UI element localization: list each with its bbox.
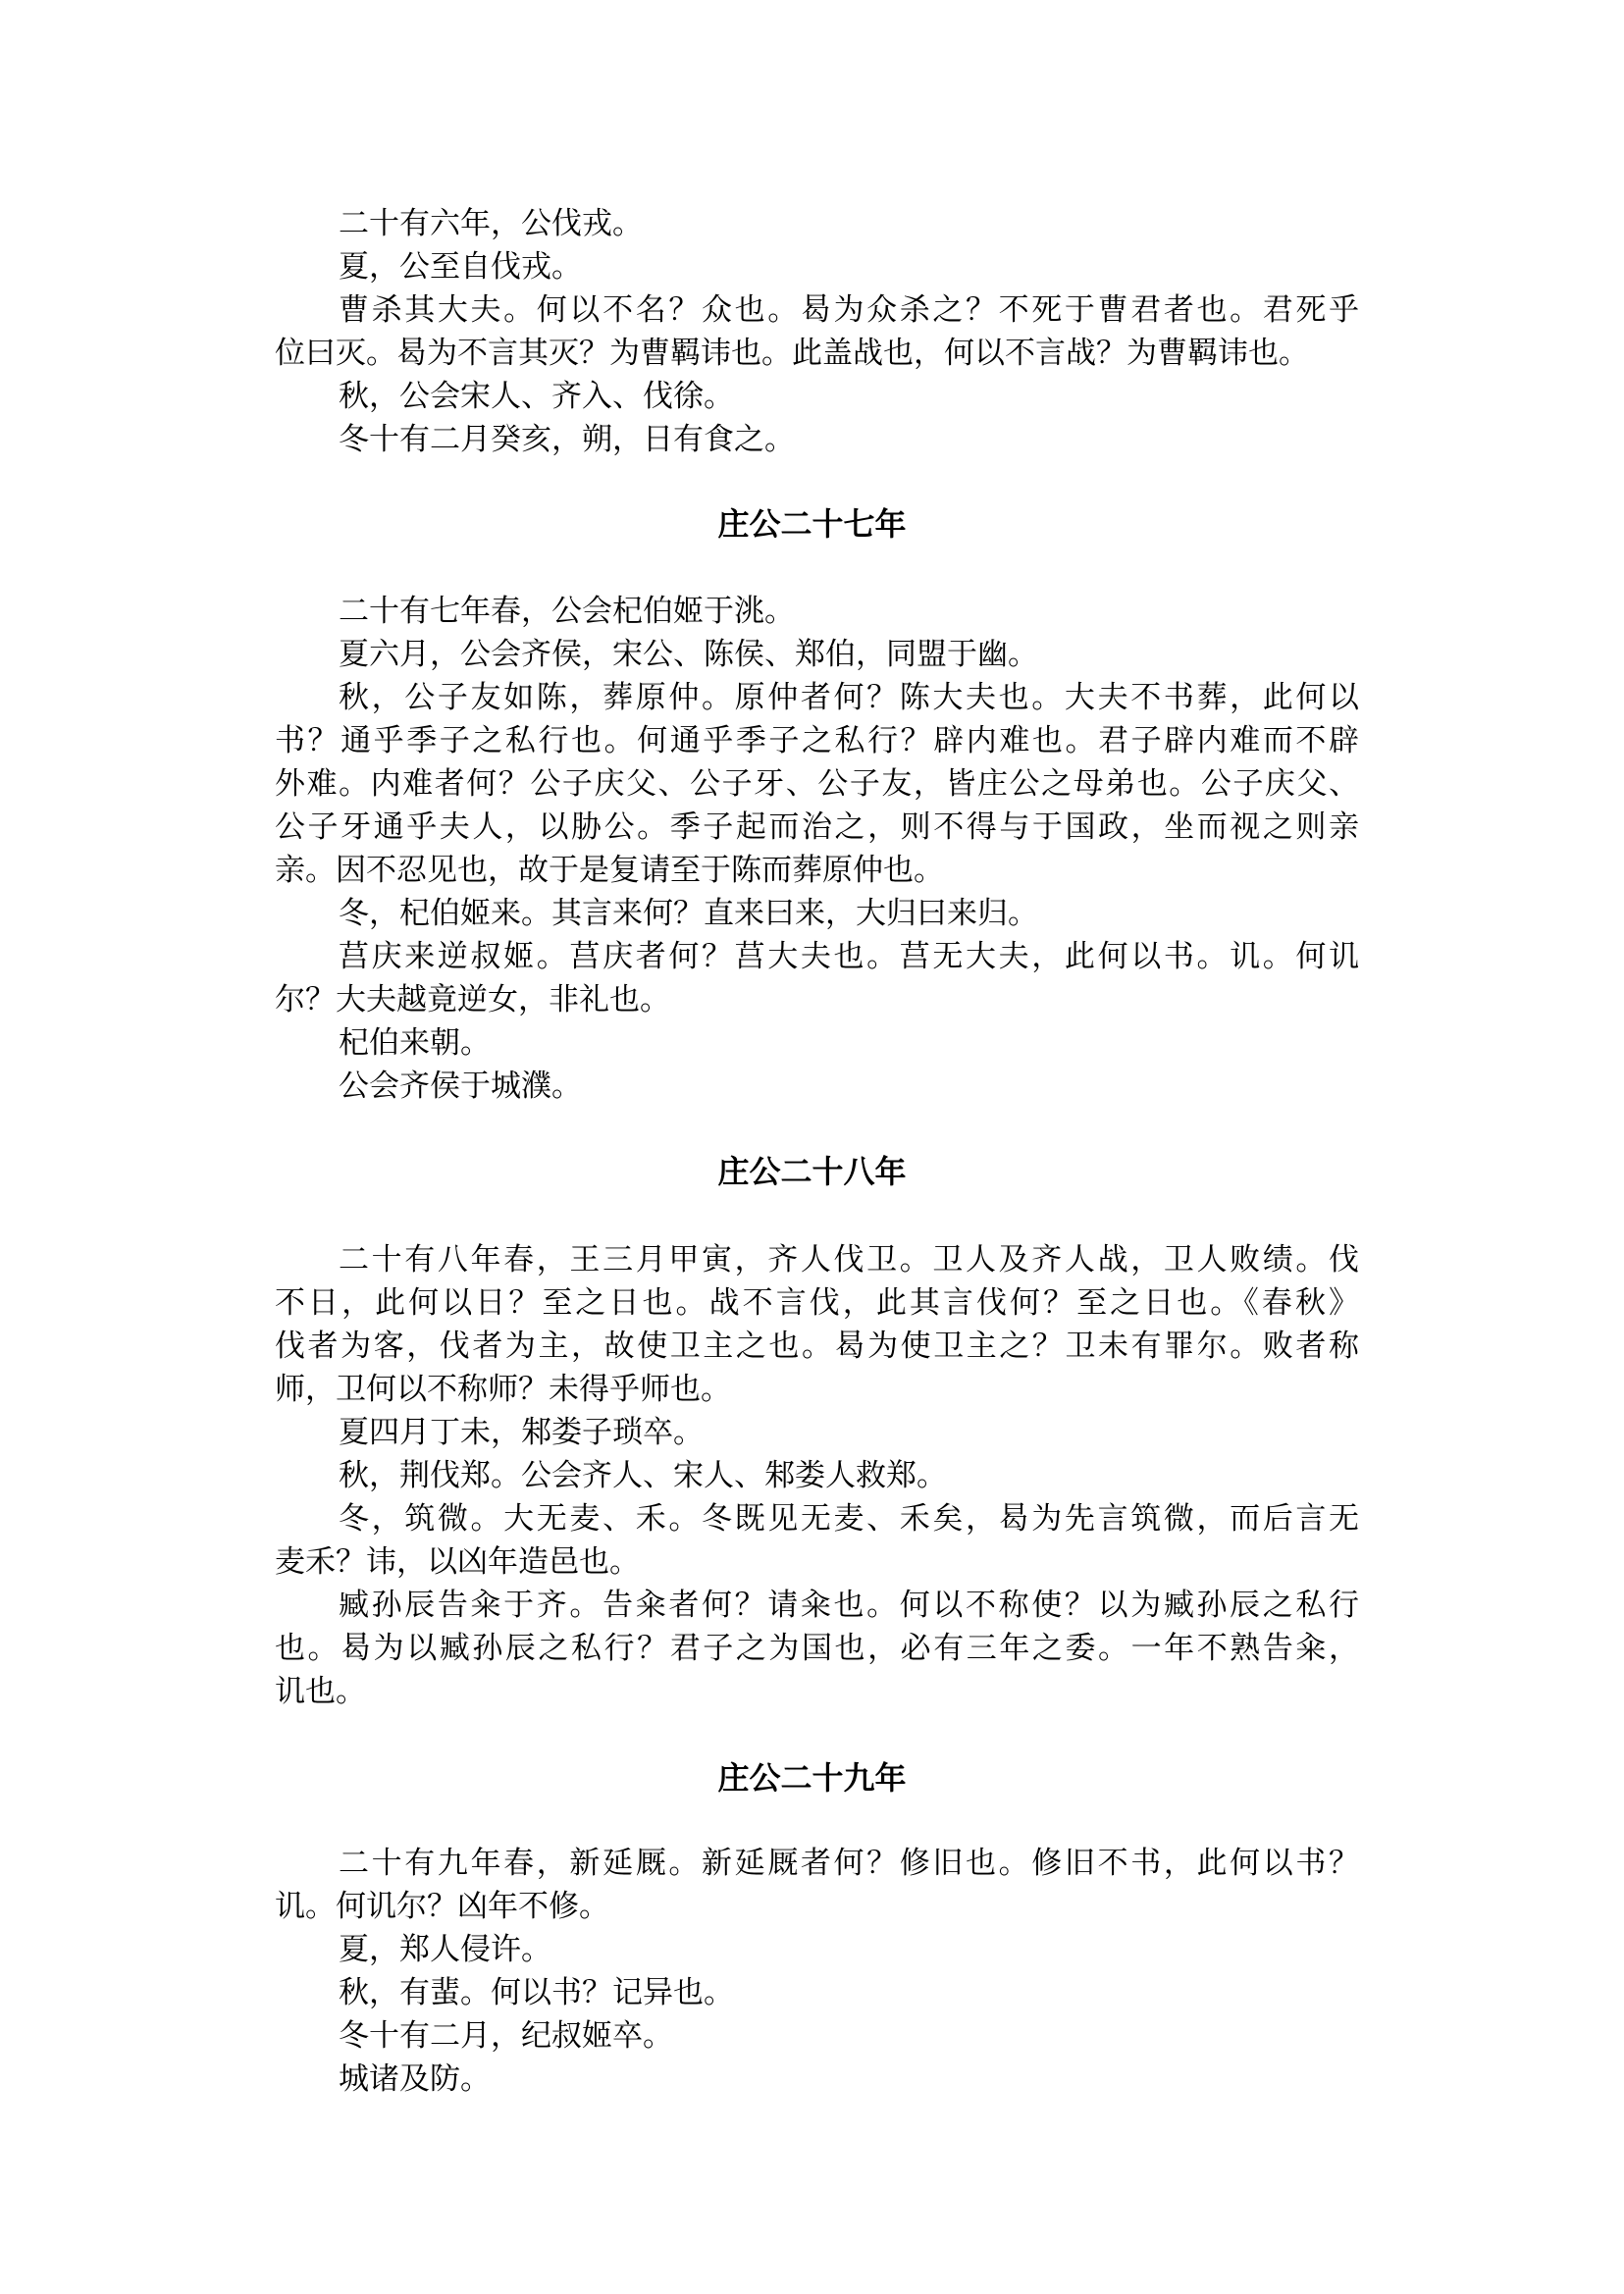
paragraph [275,2058,1359,2101]
text-line: 冬，杞伯姬来。其言来何？直来曰来，大归曰来归。 [339,896,1038,931]
section-heading: 庄公二十九年 [717,1759,907,1797]
text-line: 公子牙通乎夫人，以胁公。季子起而治之，则不得与于国政，坐而视之则亲 [275,809,1359,845]
text-line: 讥也。 [275,1674,366,1709]
section-body [275,1238,1359,1713]
paragraph [275,2014,1359,2058]
paragraph [275,375,1359,418]
text-line: 外难。内难者何？公子庆父、公子牙、公子友，皆庄公之母弟也。公子庆父、 [275,766,1359,802]
text-line: 夏，公至自伐戎。 [339,249,582,285]
text-line: 城诸及防。 [339,2061,491,2097]
paragraph [275,590,1359,633]
text-line: 位曰灭。曷为不言其灭？为曹羁讳也。此盖战也，何以不言战？为曹羁讳也。 [275,336,1309,371]
text-line: 二十有六年，公伐戎。 [339,206,643,241]
paragraph [275,1065,1359,1108]
text-line: 不日，此何以日？至之日也。战不言伐，此其言伐何？至之日也。《春秋》 [275,1285,1359,1321]
text-line: 秋，公子友如陈，葬原仲。原仲者何？陈大夫也。大夫不书葬，此何以 [339,680,1359,715]
text-line: 亲。因不忍见也，故于是复请至于陈而葬原仲也。 [275,853,944,888]
text-line: 二十有九年春，新延厩。新延厩者何？修旧也。修旧不书，此何以书？ [339,1846,1359,1881]
paragraph [275,1842,1359,1928]
paragraph [275,633,1359,676]
text-line: 伐者为客，伐者为主，故使卫主之也。曷为使卫主之？卫未有罪尔。败者称 [275,1329,1359,1364]
paragraph [275,935,1359,1021]
paragraph [275,1454,1359,1497]
paragraph [275,1411,1359,1454]
text-line: 杞伯来朝。 [339,1025,491,1061]
paragraph [275,1238,1359,1411]
text-line: 二十有八年春，王三月甲寅，齐人伐卫。卫人及齐人战，卫人败绩。伐 [339,1242,1359,1277]
section-heading: 庄公二十八年 [717,1153,907,1190]
text-line: 夏六月，公会齐侯，宋公、陈侯、郑伯，同盟于幽。 [339,637,1038,672]
paragraph [275,202,1359,245]
paragraph [275,1584,1359,1713]
section-heading: 庄公二十七年 [717,505,907,543]
text-line: 二十有七年春，公会杞伯姬于洮。 [339,594,795,629]
text-line: 秋，有蜚。何以书？记异也。 [339,1975,734,2010]
text-line: 夏四月丁未，邾娄子琐卒。 [339,1415,704,1450]
text-line: 冬十有二月癸亥，朔，日有食之。 [339,422,795,457]
text-line: 臧孙辰告籴于齐。告籴者何？请籴也。何以不称使？以为臧孙辰之私行 [339,1588,1359,1623]
paragraph [275,1021,1359,1065]
text-line: 讥。何讥尔？凶年不修。 [275,1889,609,1924]
paragraph [275,1971,1359,2014]
section-body [275,590,1359,1108]
section-body [275,1842,1359,2101]
paragraph [275,676,1359,892]
text-line: 师，卫何以不称师？未得乎师也。 [275,1372,731,1407]
paragraph [275,892,1359,935]
paragraph [275,245,1359,288]
text-line: 冬，筑微。大无麦、禾。冬既见无麦、禾矣，曷为先言筑微，而后言无 [339,1501,1359,1537]
text-line: 冬十有二月，纪叔姬卒。 [339,2018,673,2054]
text-line: 尔？大夫越竟逆女，非礼也。 [275,982,670,1017]
text-line: 秋，荆伐郑。公会齐人、宋人、邾娄人救郑。 [339,1458,947,1493]
paragraph [275,418,1359,461]
paragraph [275,1497,1359,1584]
text-line: 公会齐侯于城濮。 [339,1069,582,1104]
text-line: 麦禾？讳，以凶年造邑也。 [275,1544,640,1580]
text-line: 书？通乎季子之私行也。何通乎季子之私行？辟内难也。君子辟内难而不辟 [275,723,1359,758]
text-line: 曹杀其大夫。何以不名？众也。曷为众杀之？不死于曹君者也。君死乎 [339,292,1359,328]
paragraph [275,288,1359,375]
section-body [275,202,1359,461]
text-line: 夏，郑人侵许。 [339,1932,551,1967]
text-line: 秋，公会宋人、齐入、伐徐。 [339,379,734,414]
text-line: 也。曷为以臧孙辰之私行？君子之为国也，必有三年之委。一年不熟告籴， [275,1631,1359,1666]
text-line: 莒庆来逆叔姬。莒庆者何？莒大夫也。莒无大夫，此何以书。讥。何讥 [339,939,1359,974]
paragraph [275,1928,1359,1971]
